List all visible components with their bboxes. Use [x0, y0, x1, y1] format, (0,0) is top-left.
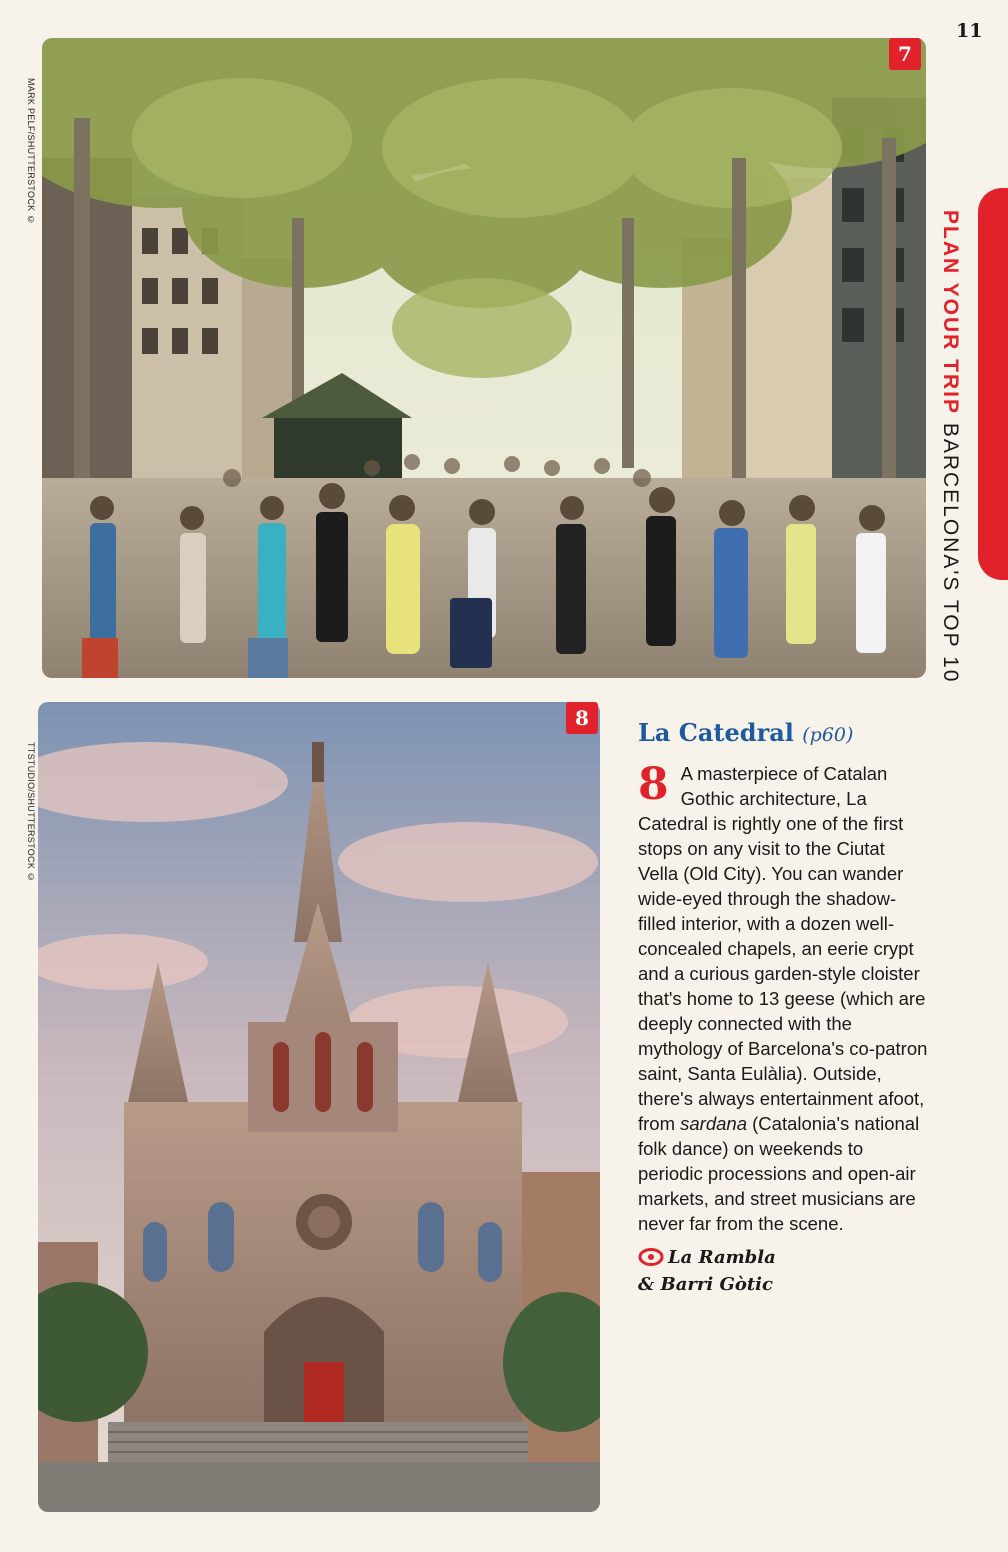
section-running-head: [938, 210, 962, 683]
drop-cap-number: 8: [638, 759, 669, 810]
neighbourhood-locator: [638, 1246, 928, 1297]
article-body: [638, 761, 928, 1236]
locator-line-1: La Rambla: [668, 1247, 776, 1268]
page-reference-link[interactable]: (p60): [802, 724, 854, 746]
article-title-text: La Catedral: [638, 718, 794, 747]
photo-credit-catedral: TTSTUDIO/SHUTTERSTOCK ©: [26, 742, 36, 883]
photo-number-badge: 8: [566, 702, 598, 734]
page-number: 11: [956, 20, 983, 42]
article-title: [638, 718, 928, 747]
section-name: PLAN YOUR TRIP: [939, 210, 962, 415]
locator-line-2: & Barri Gòtic: [638, 1274, 773, 1295]
body-text-emphasis: sardana: [680, 1113, 747, 1134]
body-text-part1: A masterpiece of Catalan Gothic architecture, La Catedral is rightly one of the first stops on any visit to the Ciutat Vella (Old City). You can wander wide-eyed through the shadow-filled interior, with a dozen well-concealed chapels, an eerie crypt and a curious garden-style cloister that's home to 13 geese (which are deeply connected with the mythology of Barcelona's co-patron saint, Santa Eulàlia). Outside, there's always entertainment afoot, from: [638, 763, 928, 1134]
la-rambla-photo: [42, 38, 926, 678]
chapter-name: BARCELONA'S TOP 10: [939, 422, 962, 684]
sight-article: [638, 718, 928, 1297]
location-pin-icon: [638, 1248, 664, 1273]
photo-number-badge: 7: [889, 38, 921, 70]
section-tab: [978, 188, 1008, 580]
photo-credit-rambla: MARK PELF/SHUTTERSTOCK ©: [26, 78, 36, 225]
la-catedral-photo: [38, 702, 600, 1512]
body-text-part2: (Catalonia's national folk dance) on weekends to periodic processions and open-air markets, and street musicians are never far from the scene.: [638, 1113, 920, 1234]
